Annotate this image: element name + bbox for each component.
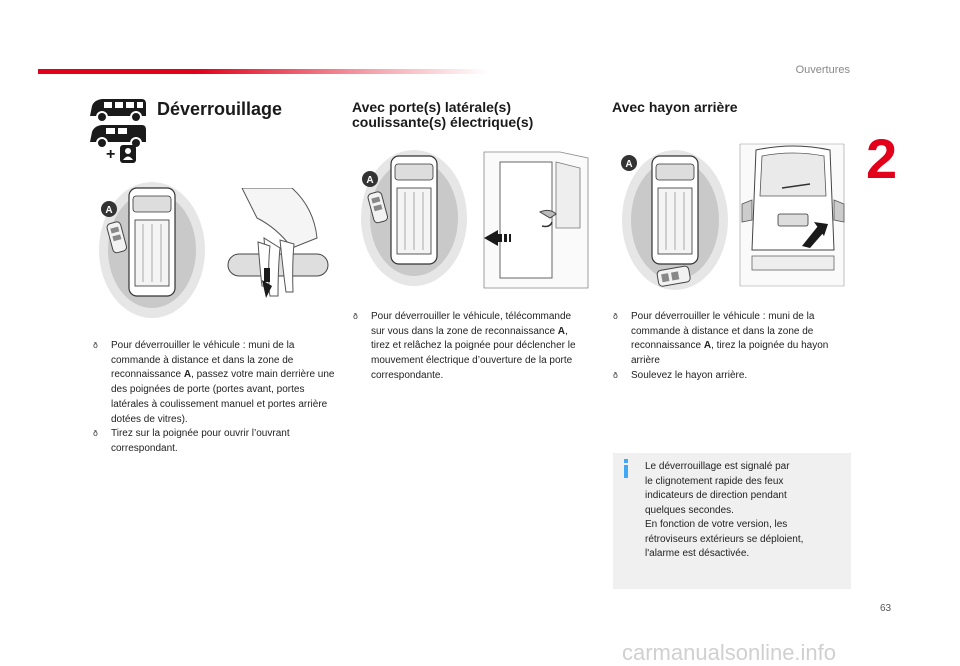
- header-accent-bar: [38, 69, 488, 74]
- tailgate-instructions: [613, 310, 845, 384]
- instruction-item: ð Tirez sur la poignée pour ouvrir l’ouvrant correspondant.: [93, 427, 338, 456]
- chapter-number: 2: [866, 127, 898, 190]
- sliding-door-instructions: [353, 310, 585, 384]
- key-fob-icon: [361, 170, 391, 230]
- key-fob-icon: [100, 200, 130, 260]
- instruction-item: ð Pour déverrouiller le véhicule : muni de la commande à distance et dans la zone de reconnaissance A, passez votre main derrière une des poignées de porte (portes avant, portes latérales à coulissement manuel et portes arrière dotées de vitres).: [93, 339, 338, 427]
- info-icon: [621, 459, 631, 479]
- page-number: 63: [880, 603, 892, 614]
- plus-keycard-icon: [106, 144, 140, 164]
- section-title-tailgate: Avec hayon arrière: [612, 99, 738, 115]
- svg-text:A: A: [625, 159, 633, 170]
- van-long-icon: [86, 96, 150, 124]
- svg-text:+: +: [106, 146, 116, 163]
- unlocking-instructions: [93, 339, 338, 457]
- svg-text:A: A: [366, 175, 374, 186]
- zone-label-a: A: [105, 205, 113, 216]
- instruction-item: ð Soulevez le hayon arrière.: [613, 369, 845, 384]
- sliding-door-illustration: [480, 148, 590, 290]
- section-title-unlocking: Déverrouillage: [157, 99, 283, 119]
- info-text: Le déverrouillage est signalé par le clignotement rapide des feux indicateurs de direction pendant quelques secondes. En fonction de votre version, les rétroviseurs extérieurs se déploient, l'alarme est désactivée.: [645, 461, 804, 559]
- chapter-title: Ouvertures: [795, 64, 850, 76]
- tailgate-illustration: [738, 140, 848, 290]
- instruction-item: ð Pour déverrouiller le véhicule : muni de la commande à distance et dans la zone de reconnaissance A, tirez la poignée du hayon arrière: [613, 310, 845, 369]
- instruction-item: ð Pour déverrouiller le véhicule, télécommande sur vous dans la zone de reconnaissance A, tirez et relâchez la poignée pour déclencher le mouvement électrique d’ouverture de la porte correspondante.: [353, 310, 585, 384]
- zone-label-icon: [620, 154, 638, 172]
- hand-on-handle-illustration: [222, 188, 334, 306]
- section-title-sliding-doors: Avec porte(s) latérale(s) coulissante(s) électrique(s): [352, 99, 534, 130]
- info-box: [613, 453, 851, 589]
- watermark: carmanualsonline.info: [622, 640, 837, 665]
